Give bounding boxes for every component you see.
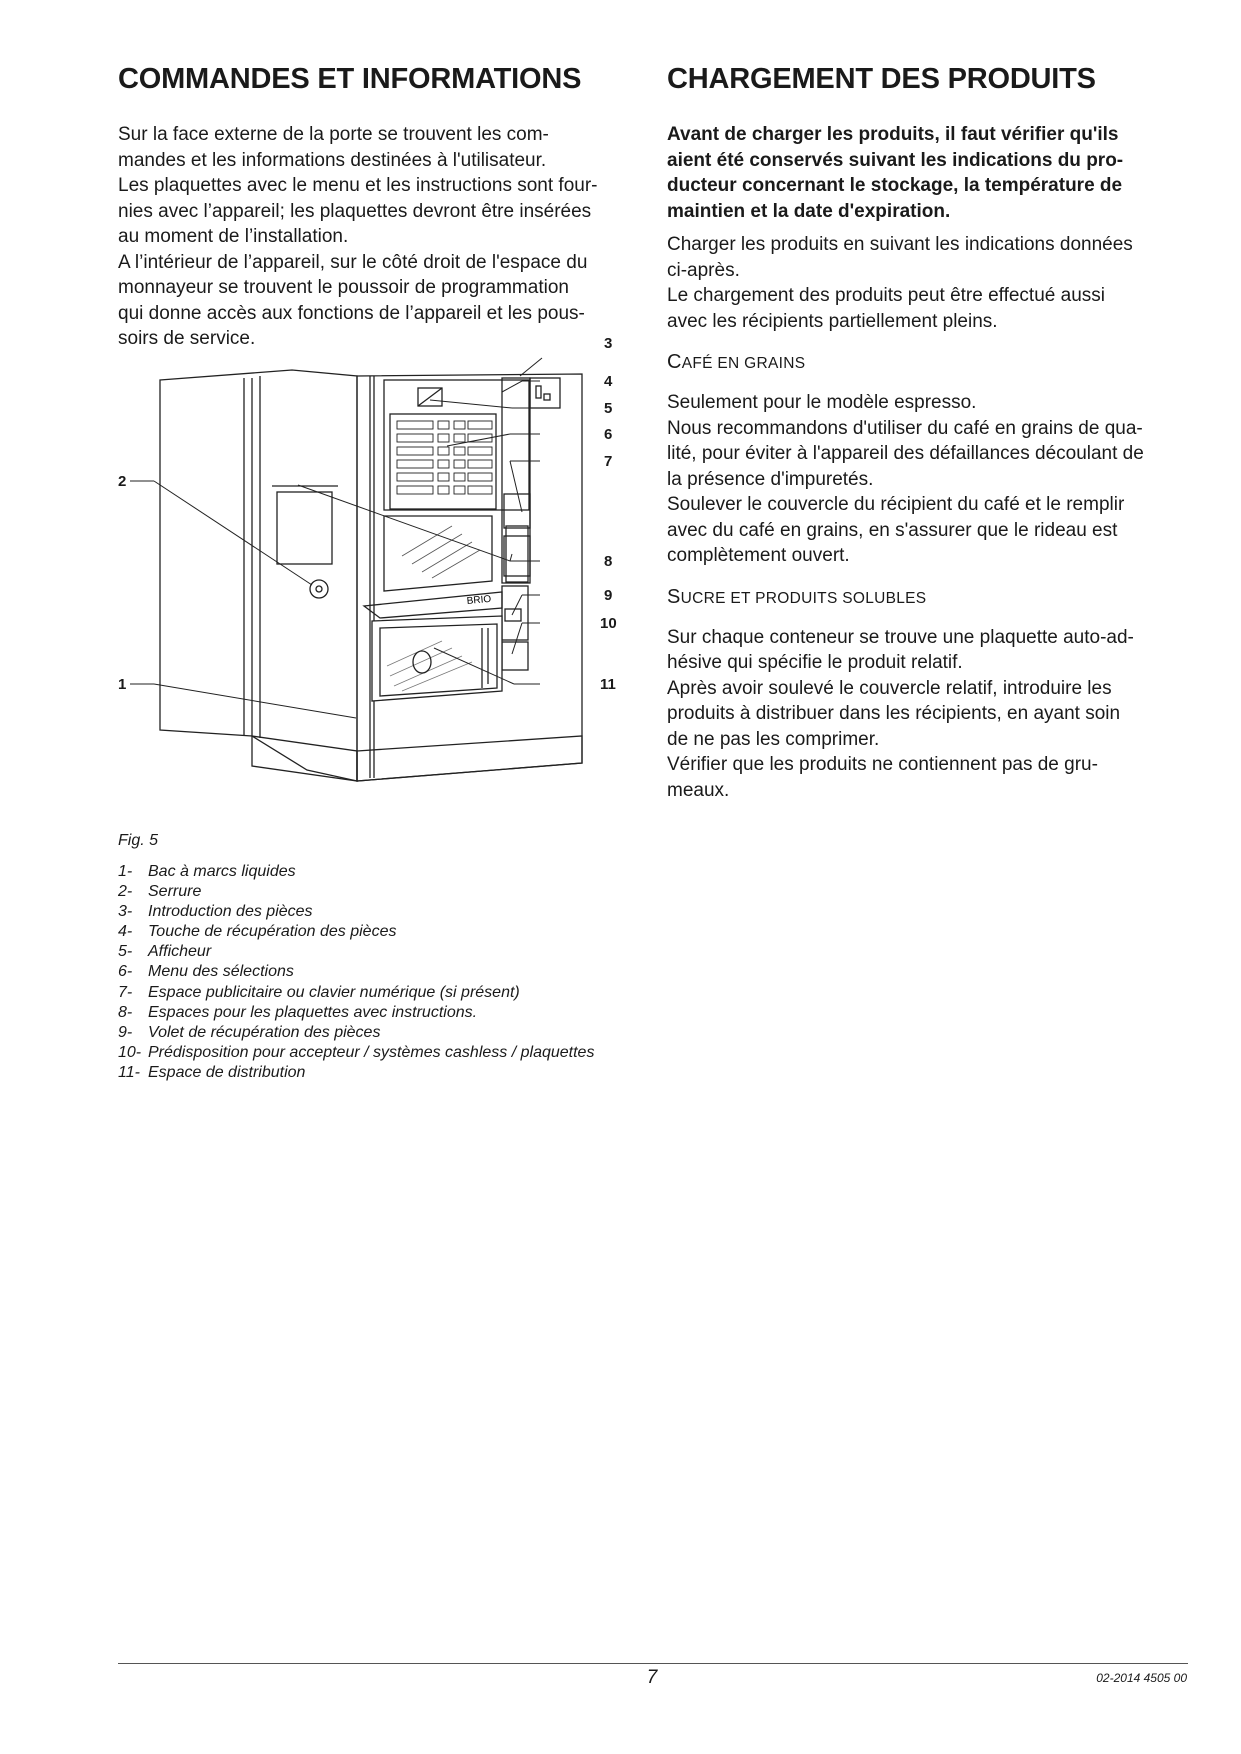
heading-initial: S xyxy=(667,585,681,608)
figure-caption: Fig. 5 xyxy=(118,832,159,849)
coin-slot-icon xyxy=(536,386,541,398)
text-line: nies avec l’appareil; les plaquettes devront être insérées xyxy=(118,200,592,222)
text-line: ducteur concernant le stockage, la température de xyxy=(667,175,1123,196)
selection-menu xyxy=(390,414,496,509)
text-line: Sur la face externe de la porte se trouvent les com- xyxy=(118,124,549,145)
text-line: produits à distribuer dans les récipients, en ayant soin xyxy=(667,703,1121,724)
coin-return-flap xyxy=(502,586,528,640)
heading-rest: AFÉ EN GRAINS xyxy=(681,355,806,372)
left-column xyxy=(118,62,640,352)
section-heading-cafe xyxy=(667,350,1187,376)
text-line: meaux. xyxy=(667,779,730,801)
text-line: Nous recommandons d'utiliser du café en grains de qua- xyxy=(667,417,1143,439)
callout-label: 10 xyxy=(600,615,617,632)
legend-number: 1- xyxy=(118,863,133,880)
legend-item xyxy=(118,942,594,962)
text-line: Les plaquettes avec le menu et les instructions sont four- xyxy=(118,175,598,196)
legend-item xyxy=(118,1063,594,1083)
document-code: 02-2014 4505 00 xyxy=(1096,1671,1187,1685)
text-line: de ne pas les comprimer. xyxy=(667,728,880,750)
legend-number: 11- xyxy=(118,1063,140,1081)
text-line: monnayeur se trouvent le poussoir de programmation xyxy=(118,277,569,298)
text-line: Charger les produits en suivant les indications données xyxy=(667,234,1133,255)
legend-number: 3- xyxy=(118,903,133,921)
legend-text: Menu des sélections xyxy=(148,963,294,981)
callout-label: 5 xyxy=(604,400,613,417)
left-heading: COMMANDES ET INFORMATIONS xyxy=(118,63,582,95)
legend-item xyxy=(118,1003,594,1023)
text-line: mandes et les informations destinées à l'utilisateur. xyxy=(118,149,547,171)
text-line: Sur chaque conteneur se trouve une plaquette auto-ad- xyxy=(667,626,1134,648)
text-line: aient été conservés suivant les indications du pro- xyxy=(667,149,1124,171)
legend-number: 5- xyxy=(118,943,133,961)
legend-number: 2- xyxy=(118,883,133,901)
text-line: Après avoir soulevé le couvercle relatif, introduire les xyxy=(667,677,1112,699)
sucre-paragraph xyxy=(667,625,1187,804)
text-line: lité, pour éviter à l'appareil des défaillances découlant de xyxy=(667,443,1144,464)
legend-text: Serrure xyxy=(148,883,202,901)
legend-text: Bac à marcs liquides xyxy=(148,863,296,880)
legend-text: Touche de récupération des pièces xyxy=(148,923,397,941)
legend-text: Volet de récupération des pièces xyxy=(148,1023,381,1041)
right-heading: CHARGEMENT DES PRODUITS xyxy=(667,63,1096,95)
callout-label: 4 xyxy=(604,373,613,390)
left-paragraph xyxy=(118,122,640,352)
legend-text: Prédisposition pour accepteur / systèmes cashless / plaquettes xyxy=(148,1043,595,1061)
callout-label: 3 xyxy=(604,335,613,352)
text-line: ci-après. xyxy=(667,259,740,281)
text-line: Le chargement des produits peut être effectué aussi xyxy=(667,285,1105,306)
legend-item xyxy=(118,1023,594,1043)
cafe-paragraph xyxy=(667,390,1187,569)
legend-text: Afficheur xyxy=(148,943,212,961)
legend-number: 9- xyxy=(118,1023,133,1041)
callout-label: 9 xyxy=(604,587,613,604)
text-line: Vérifier que les produits ne contiennent pas de gru- xyxy=(667,754,1098,775)
callout-label: 6 xyxy=(604,426,613,443)
warning-paragraph xyxy=(667,122,1187,224)
callout-label: 1 xyxy=(118,676,127,693)
advert-panel xyxy=(504,494,530,528)
text-line: la présence d'impuretés. xyxy=(667,468,874,490)
section-heading-sucre xyxy=(667,585,1187,611)
footer-divider xyxy=(118,1663,1188,1664)
right-column xyxy=(667,62,1187,803)
callout-label: 8 xyxy=(604,553,613,570)
legend-number: 8- xyxy=(118,1003,133,1021)
legend-item xyxy=(118,1043,594,1063)
legend-item xyxy=(118,922,594,942)
text-line: qui donne accès aux fonctions de l’appareil et les pous- xyxy=(118,302,585,324)
text-line: soirs de service. xyxy=(118,328,256,349)
coin-return-button xyxy=(544,394,550,400)
callout-label: 11 xyxy=(600,676,616,693)
legend-number: 10- xyxy=(118,1043,142,1061)
text-line: complètement ouvert. xyxy=(667,545,850,566)
legend-item xyxy=(118,902,594,922)
text-line: Soulever le couvercle du récipient du café et le remplir xyxy=(667,494,1125,515)
legend-item xyxy=(118,962,594,982)
legend-text: Espace publicitaire ou clavier numérique (si présent) xyxy=(148,983,520,1001)
intro-paragraph xyxy=(667,232,1187,334)
legend-text: Espaces pour les plaquettes avec instructions. xyxy=(148,1003,478,1021)
legend-number: 6- xyxy=(118,963,133,981)
machine-brand-label: BRIO xyxy=(466,593,492,607)
text-line: A l’intérieur de l’appareil, sur le côté droit de l'espace du xyxy=(118,251,588,273)
text-line: Avant de charger les produits, il faut vérifier qu'ils xyxy=(667,124,1119,145)
text-line: avec les récipients partiellement pleins. xyxy=(667,310,998,332)
text-line: hésive qui spécifie le produit relatif. xyxy=(667,652,963,673)
text-line: Seulement pour le modèle espresso. xyxy=(667,392,977,413)
figure-legend xyxy=(118,862,594,1083)
legend-text: Espace de distribution xyxy=(148,1063,306,1081)
legend-text: Introduction des pièces xyxy=(148,903,313,921)
heading-initial: C xyxy=(667,351,682,373)
callout-label: 7 xyxy=(604,453,613,470)
heading-rest: UCRE ET PRODUITS SOLUBLES xyxy=(680,589,927,607)
legend-item xyxy=(118,862,594,882)
legend-item xyxy=(118,882,594,902)
legend-item xyxy=(118,983,594,1003)
callout-label: 2 xyxy=(118,473,127,490)
page-number: 7 xyxy=(646,1667,658,1688)
legend-number: 4- xyxy=(118,923,133,941)
text-line: au moment de l’installation. xyxy=(118,226,349,247)
legend-number: 7- xyxy=(118,983,133,1001)
text-line: avec du café en grains, en s'assurer que le rideau est xyxy=(667,519,1118,541)
text-line: maintien et la date d'expiration. xyxy=(667,200,951,222)
